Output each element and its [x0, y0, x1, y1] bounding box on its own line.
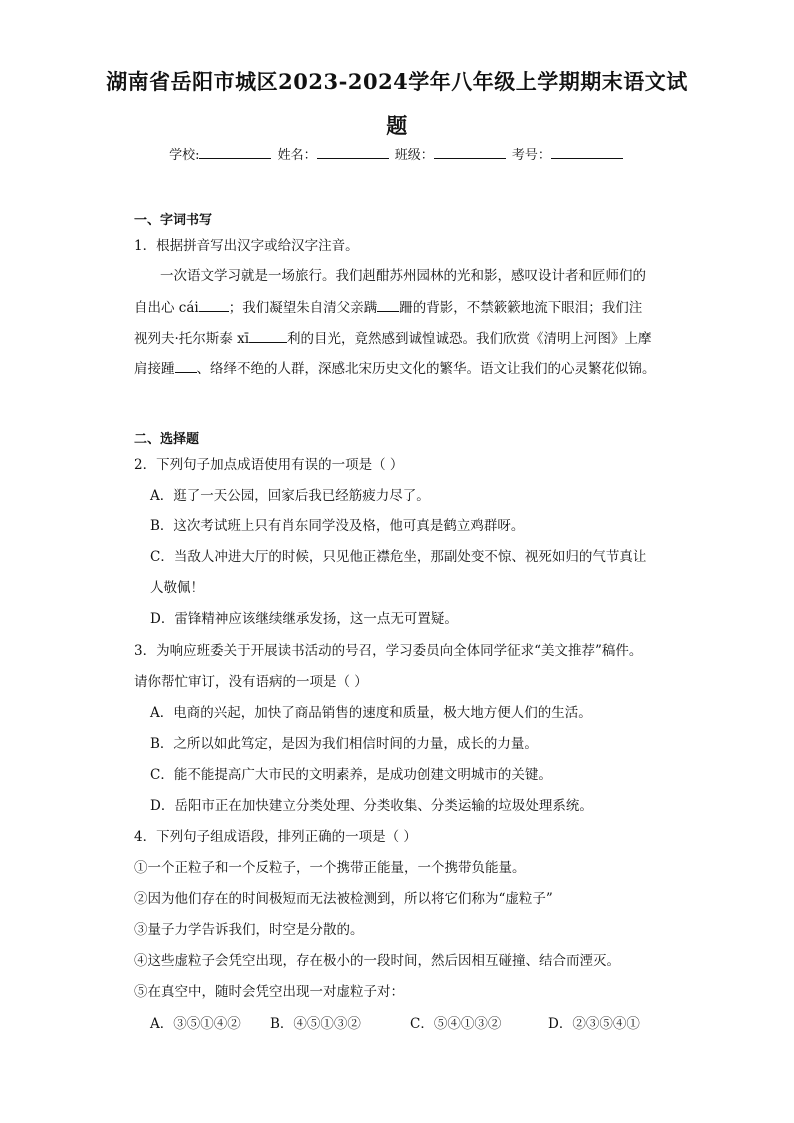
- q4-stem: 4．下列句子组成语段，排列正确的一项是（ ）: [134, 829, 417, 845]
- q1-text-zhong: 肩接踵: [134, 361, 175, 377]
- school-label: 学校:: [169, 148, 200, 163]
- q2-option-d[interactable]: D．雷锋精神应该继续继承发扬，这一点无可置疑。: [150, 611, 458, 627]
- q3-stem: 3．为响应班委关于开展读书活动的号召，学习委员向全体同学征求“美文推荐”稿件。: [134, 643, 643, 659]
- q1-pinyin-cai: 自出心 cái: [134, 300, 199, 316]
- q1-text-shan: 跚的背影，不禁簌簌地流下眼泪；我们注: [399, 300, 643, 316]
- q1-passage-line2: [134, 296, 642, 316]
- q4-sentence-2: ②因为他们存在的时间极短而无法被检测到，所以将它们称为“虚粒子”: [134, 891, 553, 907]
- q3-option-c[interactable]: C．能不能提高广大市民的文明素养，是成功创建文明城市的关键。: [150, 767, 552, 783]
- q4-option-b[interactable]: B．④⑤①③②: [270, 1016, 361, 1032]
- number-label: 考号：: [511, 148, 551, 163]
- q1-blank-pan[interactable]: [377, 299, 399, 312]
- q3-option-b[interactable]: B．之所以如此笃定，是因为我们相信时间的力量，成长的力量。: [150, 736, 538, 752]
- q1-stem: 1．根据拼音写出汉字或给汉字注音。: [134, 238, 359, 254]
- q2-option-c[interactable]: C．当敌人冲进大厅的时候，只见他正襟危坐，那副处变不惊、视死如归的气节真让: [150, 549, 647, 565]
- q1-text-end: 、络绎不绝的人群，深感北宋历史文化的繁华。语文让我们的心灵繁花似锦。: [196, 361, 656, 377]
- exam-title-line1: 湖南省岳阳市城区2023-2024学年八年级上学期期末语文试: [106, 69, 688, 94]
- q4-sentence-5: ⑤在真空中，随时会凭空出现一对虚粒子对：: [134, 984, 404, 1000]
- section2-heading: 二、选择题: [134, 432, 200, 447]
- q3-option-d[interactable]: D．岳阳市正在加快建立分类处理、分类收集、分类运输的垃圾处理系统。: [150, 798, 593, 814]
- q2-option-a[interactable]: A．逛了一天公园，回家后我已经筋疲力尽了。: [150, 488, 430, 504]
- q3-stem-cont: 请你帮忙审订，没有语病的一项是（ ）: [134, 674, 368, 690]
- number-blank[interactable]: [551, 146, 623, 159]
- q1-blank-xi[interactable]: [249, 330, 287, 343]
- section1-heading: 一、字词书写: [134, 213, 213, 228]
- q4-sentence-1: ①一个正粒子和一个反粒子，一个携带正能量，一个携带负能量。: [134, 860, 526, 876]
- q1-text-pan: ；我们凝望朱自清父亲蹒: [228, 300, 378, 316]
- exam-title-line2: 题: [386, 113, 408, 138]
- q1-passage-line3: [134, 327, 652, 347]
- name-blank[interactable]: [317, 146, 389, 159]
- class-label: 班级：: [394, 148, 434, 163]
- q2-stem: 2．下列句子加点成语使用有误的一项是（ ）: [134, 457, 404, 473]
- q4-option-a[interactable]: A．③⑤①④②: [150, 1016, 241, 1032]
- q2-option-b[interactable]: B．这次考试班上只有肖东同学没及格，他可真是鹤立鸡群呀。: [150, 518, 525, 534]
- q1-passage-line1: 一次语文学习就是一场旅行。我们赳酣苏州园林的光和影，感叹设计者和匠师们的: [160, 268, 646, 284]
- q3-option-a[interactable]: A．电商的兴起，加快了商品销售的速度和质量，极大地方便人们的生活。: [150, 705, 592, 721]
- q4-option-d[interactable]: D．②③⑤④①: [548, 1016, 640, 1032]
- q4-sentence-3: ③量子力学告诉我们，时空是分散的。: [134, 922, 364, 938]
- q1-text-li: 利的目光，竟然感到诚惶诚恐。我们欣赏《清明上河图》上摩: [287, 331, 652, 347]
- q1-passage-line4: [134, 357, 656, 377]
- q2-option-c-cont: 人敬佩！: [150, 580, 204, 596]
- class-blank[interactable]: [434, 146, 506, 159]
- name-label: 姓名：: [277, 148, 317, 163]
- school-blank[interactable]: [199, 146, 271, 159]
- q4-sentence-4: ④这些虚粒子会凭空出现，存在极小的一段时间，然后因相互碰撞、结合而湮灭。: [134, 953, 620, 969]
- student-info-row: [0, 144, 794, 163]
- q1-pinyin-xi: 视列夫·托尔斯泰 xī: [134, 331, 250, 347]
- q1-blank-zhong[interactable]: [175, 360, 197, 373]
- q4-option-c[interactable]: C．⑤④①③②: [410, 1016, 502, 1032]
- q1-blank-cai[interactable]: [199, 299, 229, 312]
